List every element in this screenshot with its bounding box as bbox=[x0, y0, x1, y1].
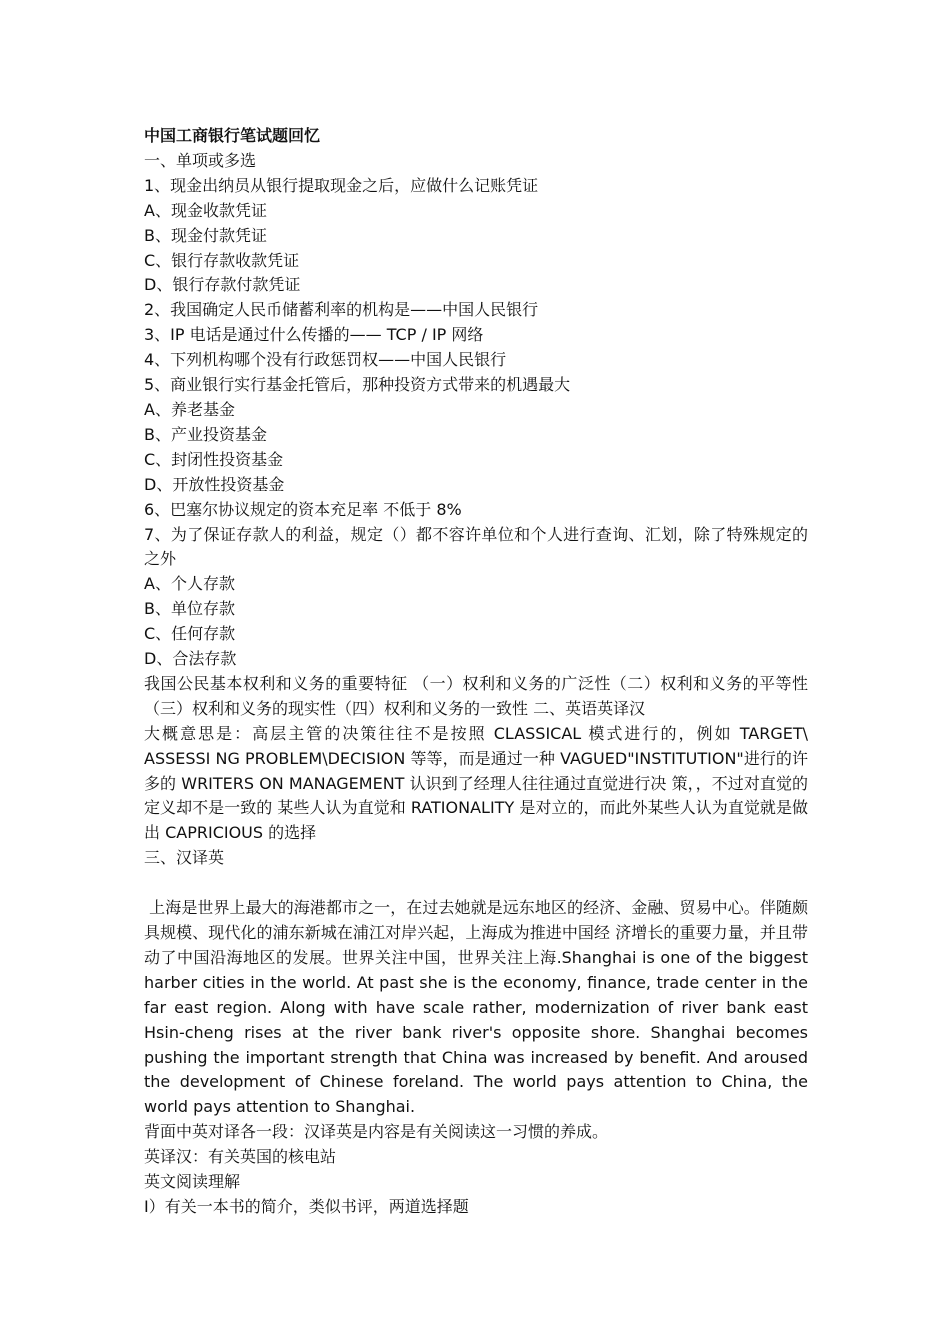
shanghai-translation-paragraph: 上海是世界上最大的海港都市之一，在过去她就是远东地区的经济、金融、贸易中心。伴随颇具规模、现代化的浦东新城在浦江对岸兴起，上海成为推进中国经 济增长的重要力量，并且带动了中国沿海地区的发展。世界关注中国，世界关注上海.Shanghai is one of the biggest harber cities in the world. At past she is the economy, finance, trade center in the far east region. Along with have scale rather, modernization of river bank east Hsin-cheng rises at the river bank river's opposite shore. Shanghai becomes pushing the important strength that China was increased by benefit. And aroused the development of Chinese foreland. The world pays attention to China, the world pays attention to Shanghai. bbox=[144, 898, 814, 1117]
question-7-option-d: D、合法存款 bbox=[144, 649, 237, 669]
section-heading-chinese-to-english: 三、汉译英 bbox=[144, 848, 225, 868]
question-4: 4、下列机构哪个没有行政惩罚权——中国人民银行 bbox=[144, 350, 507, 370]
question-5-option-c: C、封闭性投资基金 bbox=[144, 449, 284, 469]
question-1: 1、现金出纳员从银行提取现金之后，应做什么记账凭证 bbox=[144, 175, 539, 195]
question-7-option-a: A、个人存款 bbox=[144, 574, 235, 594]
question-1-option-c: C、银行存款收款凭证 bbox=[144, 250, 300, 270]
blank-line bbox=[144, 871, 808, 896]
question-1-option-b: B、现金付款凭证 bbox=[144, 225, 267, 245]
english-to-chinese-topic: 英译汉：有关英国的核电站 bbox=[144, 1147, 337, 1167]
question-3: 3、IP 电话是通过什么传播的—— TCP / IP 网络 bbox=[144, 325, 484, 345]
back-side-note: 背面中英对译各一段：汉译英是内容是有关阅读这一习惯的养成。 bbox=[144, 1122, 609, 1142]
document-title: 中国工商银行笔试题回忆 bbox=[144, 126, 321, 145]
question-6: 6、巴塞尔协议规定的资本充足率 不低于 8% bbox=[144, 499, 462, 519]
english-translation-summary-paragraph: 大概意思是：高层主管的决策往往不是按照 CLASSICAL 模式进行的，例如 TARGET\ ASSESSI NG PROBLEM\DECISION 等等，而是通过一种 VAGUED"INSTITUTION"进行的许多的 WRITERS ON MANAGEMENT 认识到了经理人往往通过直觉进行决 策，，不过对直觉的 定义却不是一致的 某些人认为直觉和 RATIONALITY 是对立的，而此外某些人认为直觉就是做出 CAPRICIOUS 的选择 bbox=[144, 723, 808, 843]
document-page bbox=[144, 124, 814, 1220]
question-2: 2、我国确定人民币储蓄利率的机构是——中国人民银行 bbox=[144, 300, 539, 320]
reading-comprehension-item-1: I）有关一本书的简介，类似书评，两道选择题 bbox=[144, 1196, 469, 1216]
question-1-option-d: D、银行存款付款凭证 bbox=[144, 275, 301, 295]
question-5-option-a: A、养老基金 bbox=[144, 399, 235, 419]
reading-comprehension-heading: 英文阅读理解 bbox=[144, 1172, 241, 1192]
question-5-option-b: B、产业投资基金 bbox=[144, 424, 267, 444]
question-7: 7、为了保证存款人的利益，规定（）都不容许单位和个人进行查询、汇划，除了特殊规定的之外 bbox=[144, 524, 808, 569]
question-7-option-b: B、单位存款 bbox=[144, 599, 235, 619]
section-heading-single-multiple-choice: 一、单项或多选 bbox=[144, 150, 257, 170]
question-5-option-d: D、开放性投资基金 bbox=[144, 474, 285, 494]
question-1-option-a: A、现金收款凭证 bbox=[144, 200, 267, 220]
citizen-rights-paragraph: 我国公民基本权利和义务的重要特征 （一）权利和义务的广泛性（二）权利和义务的平等性 （三）权利和义务的现实性（四）权利和义务的一致性 二、英语英译汉 bbox=[144, 673, 808, 718]
question-7-option-c: C、任何存款 bbox=[144, 624, 236, 644]
question-5: 5、商业银行实行基金托管后，那种投资方式带来的机遇最大 bbox=[144, 375, 571, 395]
